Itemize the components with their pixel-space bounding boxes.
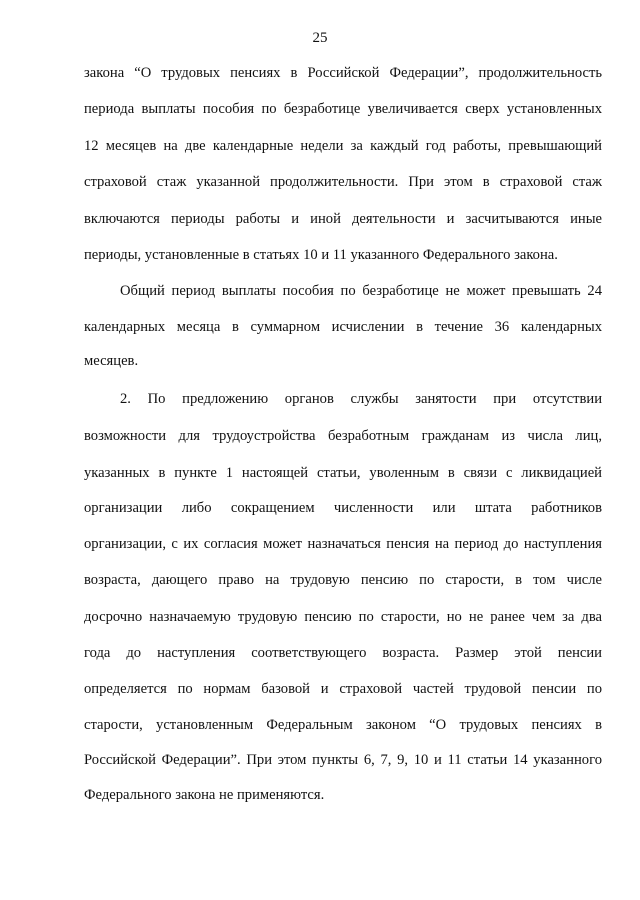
- text-line: календарных месяца в суммарном исчислении в течение 36 календарных: [84, 319, 602, 335]
- text-line: страховой стаж указанной продолжительности. При этом в страховой стаж: [84, 174, 602, 190]
- text-line: определяется по нормам базовой и страховой частей трудовой пенсии по: [84, 681, 602, 697]
- text-line: закона “О трудовых пенсиях в Российской Федерации”, продолжительность: [84, 65, 602, 81]
- page-number: 25: [312, 30, 328, 46]
- text-line: 12 месяцев на две календарные недели за каждый год работы, превышающий: [84, 138, 602, 154]
- text-line: указанных в пункте 1 настоящей статьи, уволенным в связи с ликвидацией: [84, 465, 602, 481]
- text-line: организации либо сокращением численности или штата работников: [84, 500, 602, 516]
- text-line: Федерального закона не применяются.: [84, 787, 325, 803]
- text-line: года до наступления соответствующего возраста. Размер этой пенсии: [84, 645, 602, 661]
- text-line: 2. По предложению органов службы занятости при отсутствии: [120, 391, 602, 407]
- text-line: включаются периоды работы и иной деятельности и засчитываются иные: [84, 211, 602, 227]
- text-line: периода выплаты пособия по безработице увеличивается сверх установленных: [84, 101, 602, 117]
- text-line: досрочно назначаемую трудовую пенсию по старости, но не ранее чем за два: [84, 609, 602, 625]
- text-line: Российской Федерации”. При этом пункты 6, 7, 9, 10 и 11 статьи 14 указанного: [84, 752, 602, 768]
- text-line: организации, с их согласия может назначаться пенсия на период до наступления: [84, 536, 602, 552]
- text-line: возможности для трудоустройства безработным гражданам из числа лиц,: [84, 428, 602, 444]
- text-line: старости, установленным Федеральным законом “О трудовых пенсиях в: [84, 717, 602, 733]
- text-line: Общий период выплаты пособия по безработице не может превышать 24: [120, 283, 602, 299]
- text-line: месяцев.: [84, 353, 139, 369]
- text-line: возраста, дающего право на трудовую пенсию по старости, в том числе: [84, 572, 602, 588]
- text-line: периоды, установленные в статьях 10 и 11 указанного Федерального закона.: [84, 247, 558, 263]
